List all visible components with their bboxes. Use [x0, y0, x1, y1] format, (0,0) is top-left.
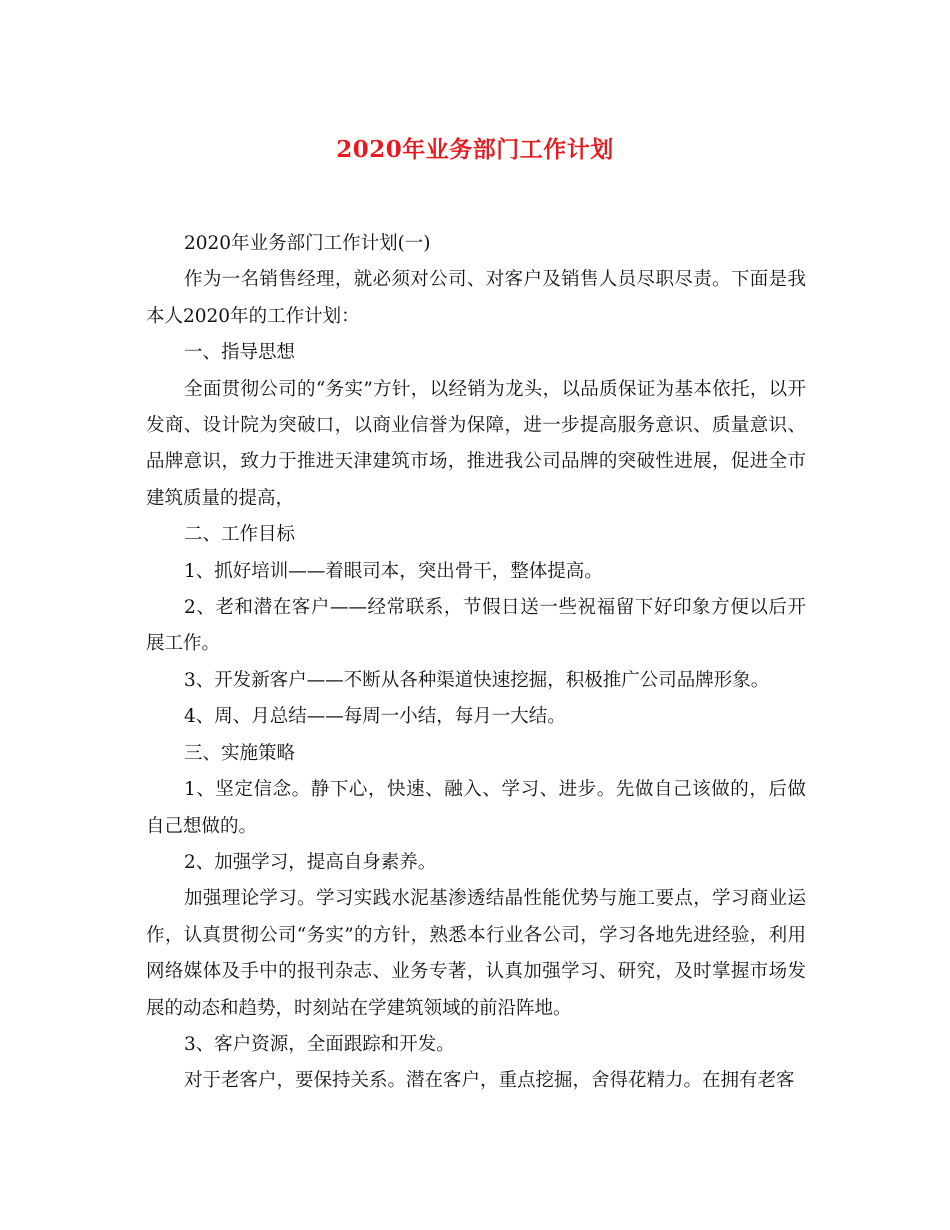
- goal-item-training: 1、抓好培训——着眼司本，突出骨干，整体提高。: [184, 560, 603, 582]
- strategy-item-customer-resources: 3、客户资源，全面跟踪和开发。: [184, 1033, 455, 1055]
- paragraph-old-customers: 对于老客户，要保持关系。潜在客户，重点挖掘，舍得花精力。在拥有老客: [184, 1070, 795, 1092]
- paragraph-intro: 作为一名销售经理，就必须对公司、对客户及销售人员尽职尽责。下面是我本人2020年的工作计划：: [146, 269, 806, 327]
- document-title: 2020年业务部门工作计划: [336, 136, 614, 163]
- document-body: [146, 226, 806, 1100]
- section-heading-guiding-ideology: 一、指导思想: [184, 342, 296, 364]
- section-heading-work-goals: 二、工作目标: [184, 524, 296, 546]
- goal-item-new-customers: 3、开发新客户——不断从各种渠道快速挖掘，积极推广公司品牌形象。: [184, 669, 770, 691]
- paragraph-guiding-ideology: 全面贯彻公司的“务实”方针，以经销为龙头，以品质保证为基本依托，以开发商、设计院为突破口，以商业信誉为保障，进一步提高服务意识、质量意识、品牌意识，致力于推进天津建筑市场，推进我公司品牌的突破性进展，促进全市建筑质量的提高，: [146, 378, 806, 509]
- strategy-item-learning: 2、加强学习，提高自身素养。: [184, 851, 437, 873]
- section-heading-strategy: 三、实施策略: [184, 742, 296, 764]
- goal-item-customers: 2、老和潜在客户——经常联系，节假日送一些祝福留下好印象方便以后开展工作。: [146, 597, 806, 655]
- paragraph-subtitle: 2020年业务部门工作计划(一): [184, 233, 431, 254]
- goal-item-summary: 4、周、月总结——每周一小结，每月一大结。: [184, 706, 566, 728]
- strategy-item-belief: 1、坚定信念。静下心，快速、融入、学习、进步。先做自己该做的，后做自己想做的。: [146, 779, 806, 837]
- paragraph-theory-learning: 加强理论学习。学习实践水泥基渗透结晶性能优势与施工要点，学习商业运作，认真贯彻公司“务实”的方针，熟悉本行业各公司，学习各地先进经验，利用网络媒体及手中的报刊杂志、业务专著，认真加强学习、研究，及时掌握市场发展的动态和趋势，时刻站在学建筑领域的前沿阵地。: [146, 888, 806, 1019]
